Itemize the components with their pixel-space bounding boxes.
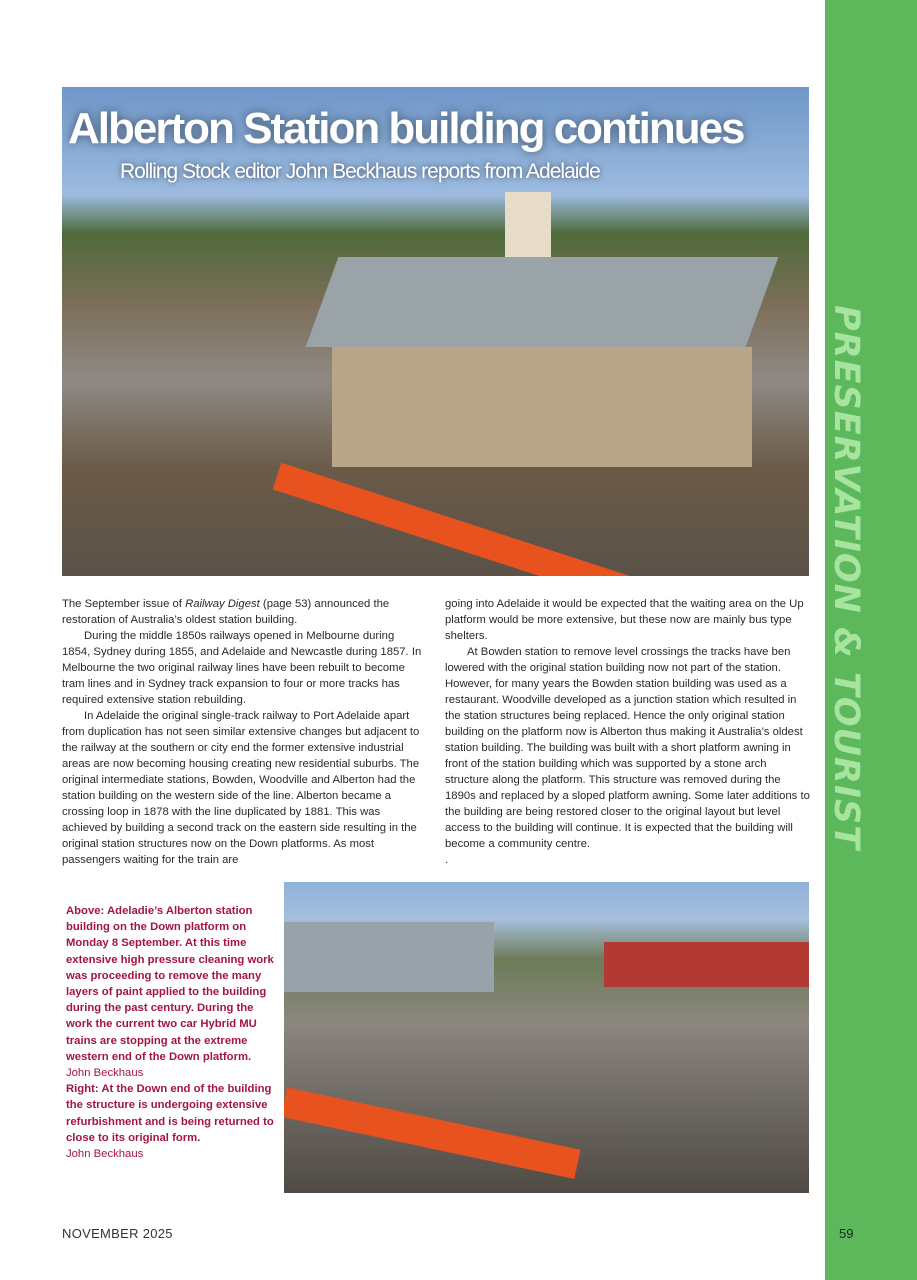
caption-text: Adeladie’s Alberton station building on the Down platform on Monday 8 September. At this time extensive high pressure cleaning work was proceeding to remove the many layers of paint applied to the building during the past century. During the work the current two car Hybrid MU trains are stopping at the extreme western end of the Down platform. xyxy=(66,905,274,1063)
publication-title: Railway Digest xyxy=(185,598,260,610)
caption-label: Above: xyxy=(66,905,105,917)
paragraph: . xyxy=(445,854,449,866)
body-column-1 xyxy=(62,596,424,868)
paragraph: At Bowden station to remove level crossings the tracks have ben lowered with the original station building now not part of the station. However, for many years the Bowden station building was used as a restaurant. Woodville developed as a junction station which resulted in the station structures being replaced. Hence the only original station building on the platform now is Alberton thus making it Australia’s oldest station building. The building was built with a short platform awning in front of the station building which was supported by a stone arch structure along the platform. This structure was removed during the 1890s and replaced by a sloped platform awning. Some later additions to the building are being restored closer to the original layout but level access to the building will continue. It is expected that the building will become a community centre. xyxy=(445,646,810,850)
body-column-2 xyxy=(445,596,810,868)
station-roof xyxy=(284,922,494,992)
photo-caption xyxy=(66,903,274,1162)
orange-barrier xyxy=(284,1087,581,1179)
paragraph: going into Adelaide it would be expected that the waiting area on the Up platform would be more extensive, but these now are mainly bus type shelters. xyxy=(445,598,804,642)
caption-label: Right: xyxy=(66,1083,99,1096)
station-roof xyxy=(306,257,779,347)
paragraph xyxy=(62,596,424,628)
paragraph: During the middle 1850s railways opened in Melbourne during 1854, Sydney during 1855, and Adelaide and Newcastle during 1857. In Melbourne the two original railway lines have been rebuilt to become tram lines and in Sydney track expansion to four or more tracks has required extensive station rebuilding. xyxy=(62,630,422,706)
orange-barrier xyxy=(273,463,786,576)
red-roof xyxy=(604,942,809,987)
issue-date: NOVEMBER 2025 xyxy=(62,1226,173,1241)
photo-credit: John Beckhaus xyxy=(66,1148,144,1161)
subhead: Rolling Stock editor John Beckhaus reports from Adelaide xyxy=(120,160,600,183)
station-wall xyxy=(332,347,752,467)
alberton-station-photo-bottom xyxy=(284,882,809,1193)
page-number: 59 xyxy=(839,1226,854,1241)
section-label: PRESERVATION & TOURIST xyxy=(826,305,866,850)
headline: Alberton Station building continues xyxy=(68,104,744,153)
text: (page 53) announced the restoration of Australia’s oldest station building. xyxy=(62,598,390,626)
caption-text: At the Down end of the building the structure is undergoing extensive refurbishment and is being returned to close to its original form. xyxy=(66,1083,274,1144)
text: The September issue of xyxy=(62,598,186,610)
photo-credit: John Beckhaus xyxy=(66,1067,144,1080)
paragraph: In Adelaide the original single-track railway to Port Adelaide apart from duplication has not seen similar extensive changes but adjacent to the railway at the southern or city end the former extensive industrial areas are now becoming housing creating new residential suburbs. The original intermediate stations, Bowden, Woodville and Alberton had the station building on the western side of the line. Alberton became a crossing loop in 1878 with the line duplicated by 1881. This was achieved by building a second track on the eastern side resulting in the original station structures now on the Down platforms. As most passengers waiting for the train are xyxy=(62,710,420,866)
